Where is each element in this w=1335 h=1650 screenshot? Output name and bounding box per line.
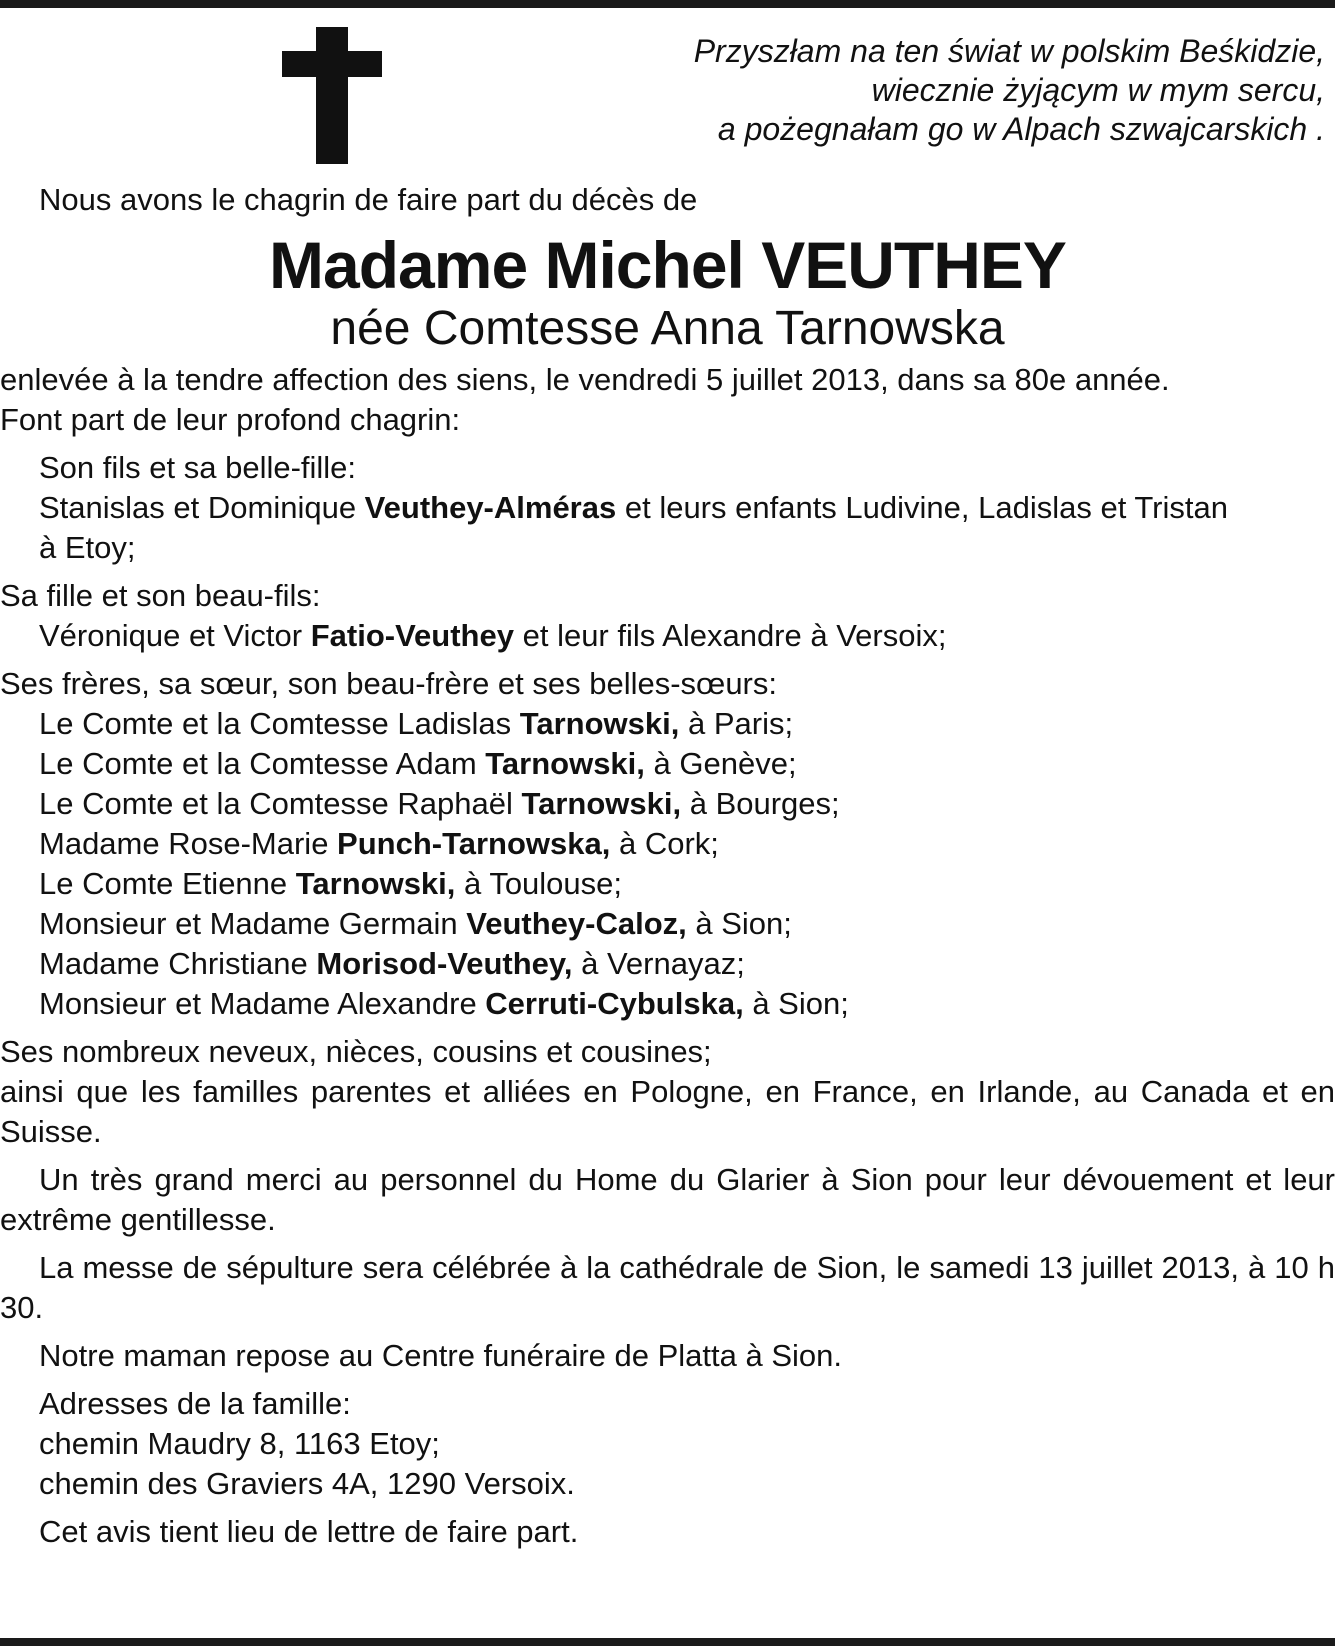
daughter-section <box>0 576 1335 656</box>
son-heading: Son fils et sa belle-fille: <box>39 450 357 485</box>
address-item: chemin des Graviers 4A, 1290 Versoix. <box>39 1466 575 1501</box>
addresses-section <box>0 1384 1335 1504</box>
sibling-names: Monsieur et Madame Alexandre <box>39 986 486 1021</box>
daughter-children: et leur fils Alexandre à Versoix; <box>513 618 947 653</box>
sibling-names: Madame Christiane <box>39 946 317 981</box>
maiden-name: née Comtesse Anna Tarnowska <box>330 302 1005 355</box>
list-item <box>0 824 1335 864</box>
passing-text: enlevée à la tendre affection des siens, le vendredi 5 juillet 2013, dans sa 80e année. <box>0 362 1170 397</box>
address-item: chemin Maudry 8, 1163 Etoy; <box>39 1426 440 1461</box>
relatives-section <box>0 1032 1335 1152</box>
sibling-location: à Cork; <box>610 826 719 861</box>
daughter-heading: Sa fille et son beau-fils: <box>0 578 321 613</box>
sibling-surname: Veuthey-Caloz, <box>466 906 687 941</box>
son-line <box>0 488 1335 528</box>
rest-paragraph: Notre maman repose au Centre funéraire de Platta à Sion. <box>39 1338 843 1373</box>
list-item <box>0 904 1335 944</box>
list-item <box>0 864 1335 904</box>
daughter-line <box>0 616 1335 656</box>
list-item <box>0 744 1335 784</box>
cross-icon <box>282 27 382 164</box>
poem-line: wiecznie żyjącym w mym sercu, <box>871 72 1325 108</box>
poem-epigraph <box>565 32 1325 149</box>
poem-line: a pożegnałam go w Alpach szwajcarskich . <box>717 111 1325 147</box>
sibling-location: à Bourges; <box>681 786 840 821</box>
sibling-surname: Morisod-Veuthey, <box>316 946 573 981</box>
list-item <box>0 784 1335 824</box>
intro-text: Nous avons le chagrin de faire part du décès de <box>39 182 698 217</box>
daughter-names: Véronique et Victor <box>39 618 311 653</box>
bottom-rule <box>0 1638 1335 1646</box>
sibling-location: à Sion; <box>743 986 849 1021</box>
sibling-surname: Tarnowski, <box>485 746 645 781</box>
sibling-names: Le Comte Etienne <box>39 866 296 901</box>
sibling-names: Le Comte et la Comtesse Raphaël <box>39 786 522 821</box>
grief-intro: Font part de leur profond chagrin: <box>0 402 461 437</box>
son-names: Stanislas et Dominique <box>39 490 365 525</box>
list-item <box>0 704 1335 744</box>
relatives-line: ainsi que les familles parentes et alliées en Pologne, en France, en Irlande, au Canada et en Suisse. <box>0 1074 1335 1149</box>
siblings-section <box>0 664 1335 1024</box>
daughter-surname: Fatio-Veuthey <box>310 618 514 653</box>
sibling-surname: Tarnowski, <box>519 706 680 741</box>
sibling-names: Le Comte et la Comtesse Ladislas <box>39 706 520 741</box>
addresses-heading: Adresses de la famille: <box>39 1386 351 1421</box>
sibling-location: à Toulouse; <box>455 866 623 901</box>
sibling-location: à Vernayaz; <box>572 946 745 981</box>
thanks-paragraph: Un très grand merci au personnel du Home du Glarier à Sion pour leur dévouement et leur extrême gentillesse. <box>0 1162 1335 1237</box>
sibling-location: à Sion; <box>686 906 792 941</box>
sibling-names: Monsieur et Madame Germain <box>39 906 467 941</box>
poem-line: Przyszłam na ten świat w polskim Beśkidzie, <box>693 33 1325 69</box>
sibling-surname: Cerruti-Cybulska, <box>485 986 744 1021</box>
son-section <box>0 448 1335 568</box>
list-item <box>0 944 1335 984</box>
son-children: et leurs enfants Ludivine, Ladislas et Tristan <box>616 490 1228 525</box>
relatives-line: Ses nombreux neveux, nièces, cousins et cousines; <box>0 1034 712 1069</box>
sibling-surname: Tarnowski, <box>521 786 682 821</box>
top-rule <box>0 0 1335 8</box>
sibling-surname: Tarnowski, <box>295 866 456 901</box>
notice-body <box>0 180 1335 1552</box>
sibling-surname: Punch-Tarnowska, <box>337 826 611 861</box>
son-location: à Etoy; <box>39 530 136 565</box>
mass-paragraph: La messe de sépulture sera célébrée à la cathédrale de Sion, le samedi 13 juillet 2013, à 10 h 30. <box>0 1250 1335 1325</box>
sibling-location: à Genève; <box>644 746 797 781</box>
closing-text: Cet avis tient lieu de lettre de faire part. <box>39 1514 579 1549</box>
son-surname: Veuthey-Alméras <box>364 490 617 525</box>
deceased-name: Madame Michel VEUTHEY <box>269 228 1066 302</box>
sibling-names: Madame Rose-Marie <box>39 826 338 861</box>
siblings-heading: Ses frères, sa sœur, son beau-frère et ses belles-sœurs: <box>0 666 777 701</box>
sibling-names: Le Comte et la Comtesse Adam <box>39 746 486 781</box>
sibling-location: à Paris; <box>679 706 794 741</box>
list-item <box>0 984 1335 1024</box>
